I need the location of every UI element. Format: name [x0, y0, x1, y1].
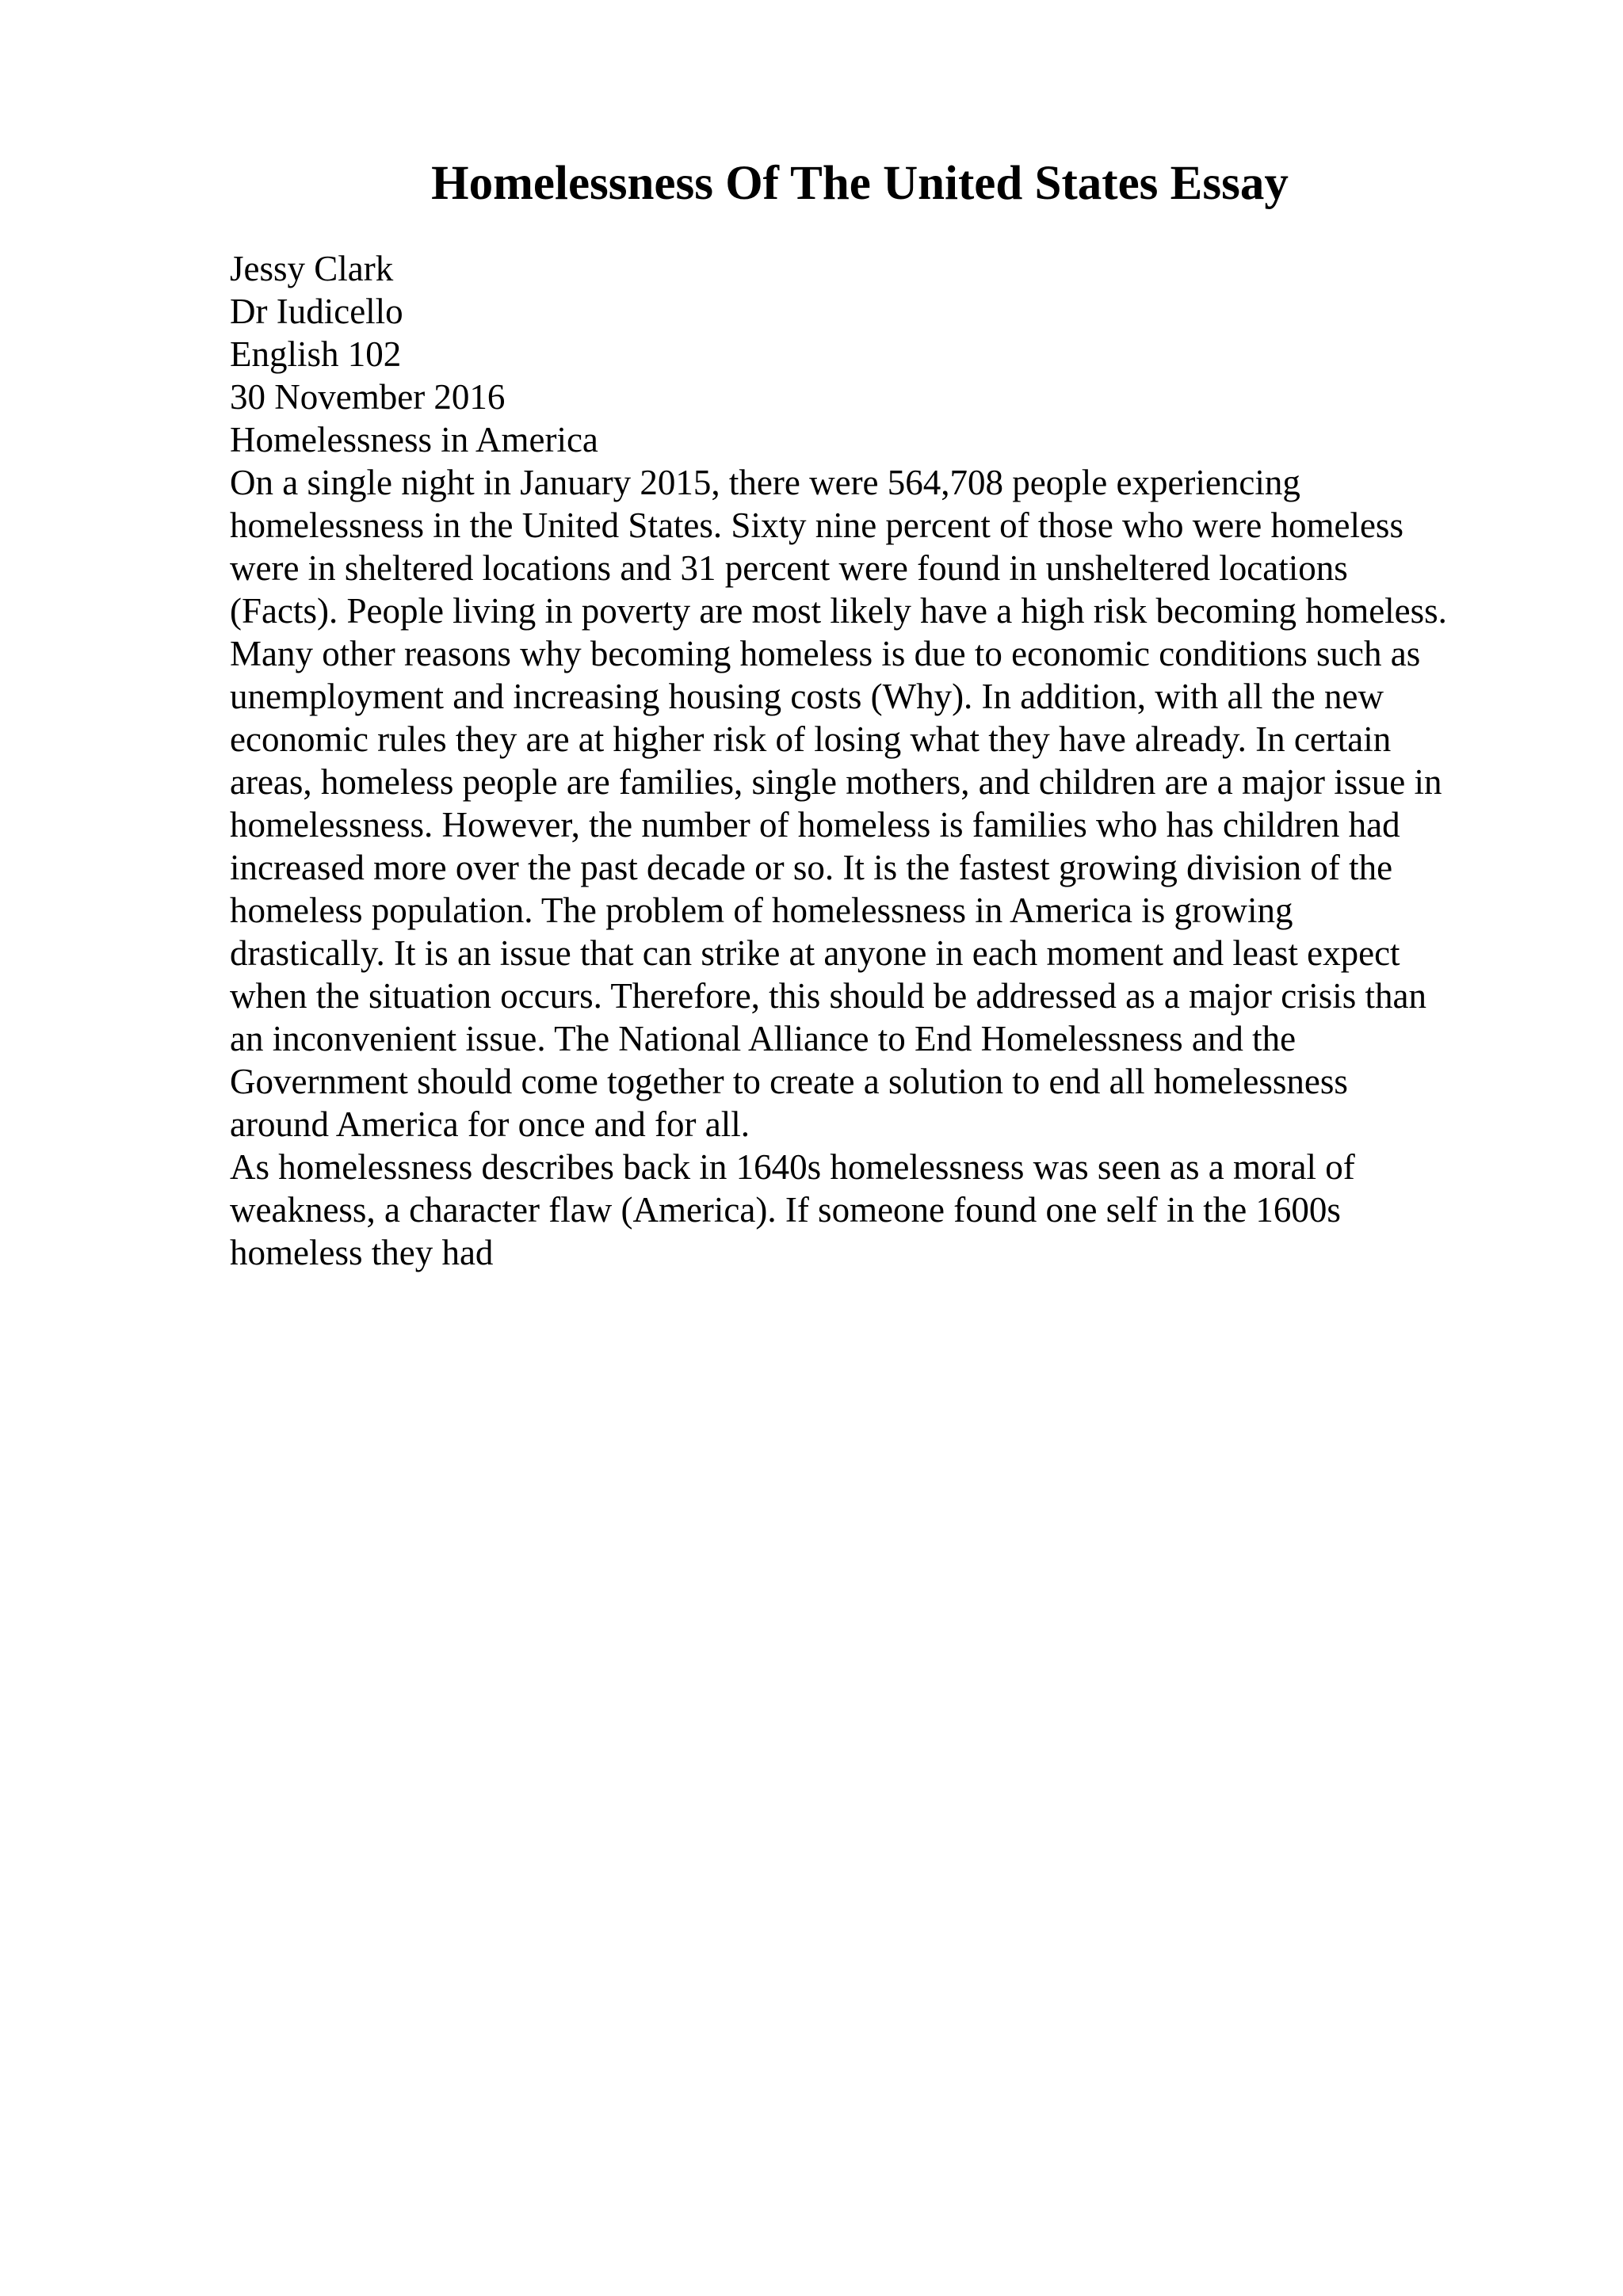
paragraph-1	[230, 461, 1577, 1146]
date-line: 30 November 2016	[230, 377, 506, 417]
paragraph-line: As homelessness describes back in 1640s homelessness was seen as a moral of	[230, 1147, 1355, 1187]
paragraph-line: around America for once and for all.	[230, 1104, 750, 1144]
paragraph-line: economic rules they are at higher risk of losing what they have already. In certain	[230, 719, 1392, 759]
course-line: English 102	[230, 334, 402, 374]
paragraph-line: drastically. It is an issue that can strike at anyone in each moment and least expect	[230, 933, 1400, 973]
paragraph-line: homelessness. However, the number of homeless is families who has children had	[230, 805, 1400, 845]
paragraph-2	[230, 1146, 1577, 1274]
paragraph-line: Many other reasons why becoming homeless is due to economic conditions such as	[230, 634, 1421, 673]
essay-title-line: Homelessness in America	[230, 420, 598, 460]
paragraph-line: when the situation occurs. Therefore, this should be addressed as a major crisis than	[230, 976, 1427, 1016]
paragraph-line: weakness, a character flaw (America). If someone found one self in the 1600s	[230, 1190, 1341, 1230]
instructor-line: Dr Iudicello	[230, 292, 403, 331]
paragraph-line: unemployment and increasing housing costs (Why). In addition, with all the new	[230, 677, 1384, 716]
paragraph-line: (Facts). People living in poverty are most likely have a high risk becoming homeless.	[230, 591, 1447, 631]
paragraph-line: an inconvenient issue. The National Alliance to End Homelessness and the	[230, 1019, 1296, 1058]
paragraph-line: were in sheltered locations and 31 percent were found in unsheltered locations	[230, 548, 1348, 588]
paragraph-line: homeless they had	[230, 1233, 494, 1272]
paragraph-line: increased more over the past decade or so. It is the fastest growing division of the	[230, 848, 1393, 887]
document-title: Homelessness Of The United States Essay	[431, 157, 1289, 210]
paragraph-line: Government should come together to create a solution to end all homelessness	[230, 1062, 1348, 1101]
paragraph-line: On a single night in January 2015, there were 564,708 people experiencing	[230, 463, 1300, 502]
document-body	[230, 247, 1577, 1274]
paragraph-line: areas, homeless people are families, single mothers, and children are a major issue in	[230, 762, 1442, 802]
paragraph-line: homeless population. The problem of homelessness in America is growing	[230, 891, 1293, 930]
paragraph-line: homelessness in the United States. Sixty nine percent of those who were homeless	[230, 505, 1403, 545]
author-line: Jessy Clark	[230, 249, 394, 288]
